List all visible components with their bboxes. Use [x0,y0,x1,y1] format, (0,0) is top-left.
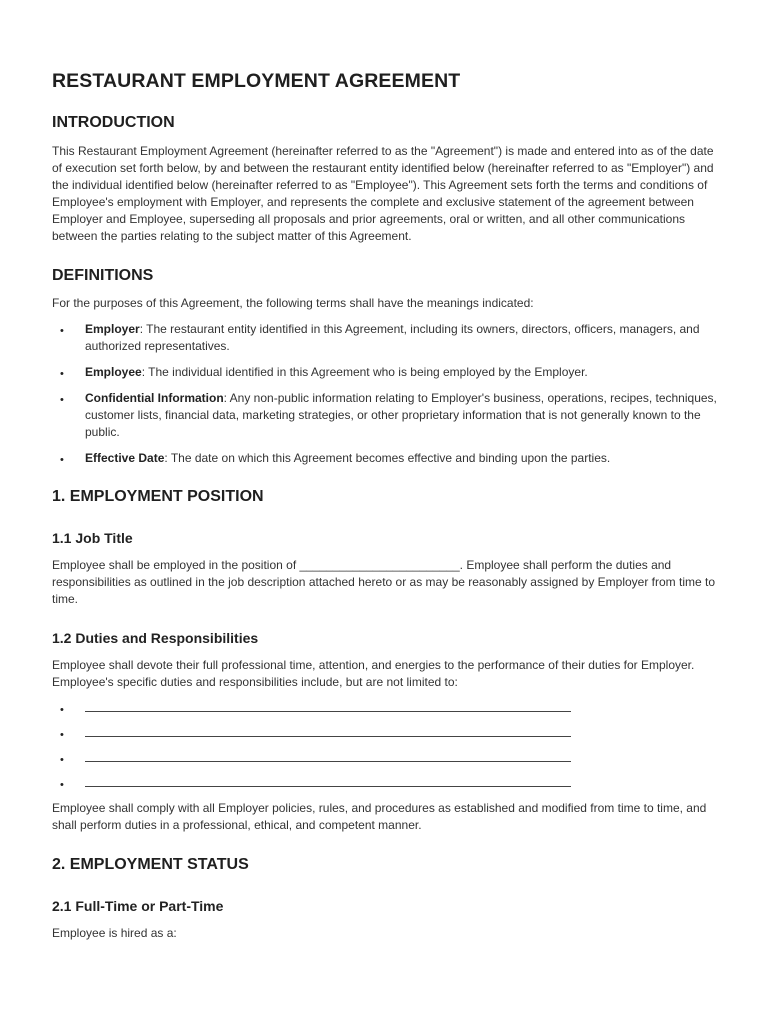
definition-text: : The restaurant entity identified in this Agreement, including its owners, directors, officers, managers, and authorized representatives. [85,322,700,353]
duties-blank-list [52,700,718,792]
definition-item-confidential-information [52,390,718,441]
duty-blank-item [52,775,718,792]
duty-blank-line[interactable] [85,776,571,787]
duties-intro: Employee shall devote their full professional time, attention, and energies to the performance of their duties for Employer. Employee's specific duties and responsibilities include, but are not limited to: [52,658,695,689]
definition-item-effective-date [52,450,718,467]
bullet-icon: • [60,325,64,337]
definition-term: Effective Date [85,451,165,465]
bullet-icon: • [60,394,64,406]
document-title: RESTAURANT EMPLOYMENT AGREEMENT [52,70,461,92]
bullet-icon: • [60,754,64,766]
job-title-body: Employee shall be employed in the position of ________________________. Employee shall perform the duties and responsibilities as outlined in the job description attached hereto or as may be reasonably assigned by Employer from time to time. [52,558,716,606]
definition-term: Employer [85,322,140,336]
duties-heading: 1.2 Duties and Responsibilities [52,630,259,646]
duty-blank-line[interactable] [85,701,571,712]
definition-text: : Any non-public information relating to Employer's business, operations, recipes, techniques, customer lists, financial data, marketing strategies, or other proprietary information that is not generally known to the public. [85,391,717,439]
full-time-body: Employee is hired as a: [52,926,177,940]
definitions-intro: For the purposes of this Agreement, the following terms shall have the meanings indicated: [52,296,534,310]
definitions-heading: DEFINITIONS [52,267,154,284]
duty-blank-item [52,725,718,742]
bullet-icon: • [60,454,64,466]
introduction-body: This Restaurant Employment Agreement (hereinafter referred to as the "Agreement") is made and entered into as of the date of execution set forth below, by and between the restaurant entity identified below (hereinafter referred to as "Employer") and the individual identified below (hereinafter referred to as "Employee"). This Agreement sets forth the terms and conditions of Employee's employment with Employer, and represents the complete and exclusive statement of the agreement between Employer and Employee, superseding all proposals and prior agreements, oral or written, and all other communications between the parties relating to the subject matter of this Agreement. [52,144,714,243]
definition-text: : The date on which this Agreement becomes effective and binding upon the parties. [164,451,611,465]
definition-text: : The individual identified in this Agreement who is being employed by the Employer. [141,365,588,379]
duties-closing: Employee shall comply with all Employer policies, rules, and procedures as established and modified from time to time, and shall perform duties in a professional, ethical, and competent manner. [52,801,707,832]
duty-blank-item [52,700,718,717]
duty-blank-line[interactable] [85,751,571,762]
full-time-heading: 2.1 Full-Time or Part-Time [52,898,224,914]
definition-term: Employee [85,365,142,379]
duty-blank-line[interactable] [85,726,571,737]
bullet-icon: • [60,704,64,716]
section-1-heading: 1. EMPLOYMENT POSITION [52,488,264,505]
bullet-icon: • [60,368,64,380]
introduction-heading: INTRODUCTION [52,114,175,131]
bullet-icon: • [60,779,64,791]
section-2-heading: 2. EMPLOYMENT STATUS [52,856,249,873]
duty-blank-item [52,750,718,767]
definitions-list [52,321,718,467]
job-title-heading: 1.1 Job Title [52,530,133,546]
definition-term: Confidential Information [85,391,224,405]
bullet-icon: • [60,729,64,741]
definition-item-employer [52,321,718,355]
definition-item-employee [52,364,718,381]
